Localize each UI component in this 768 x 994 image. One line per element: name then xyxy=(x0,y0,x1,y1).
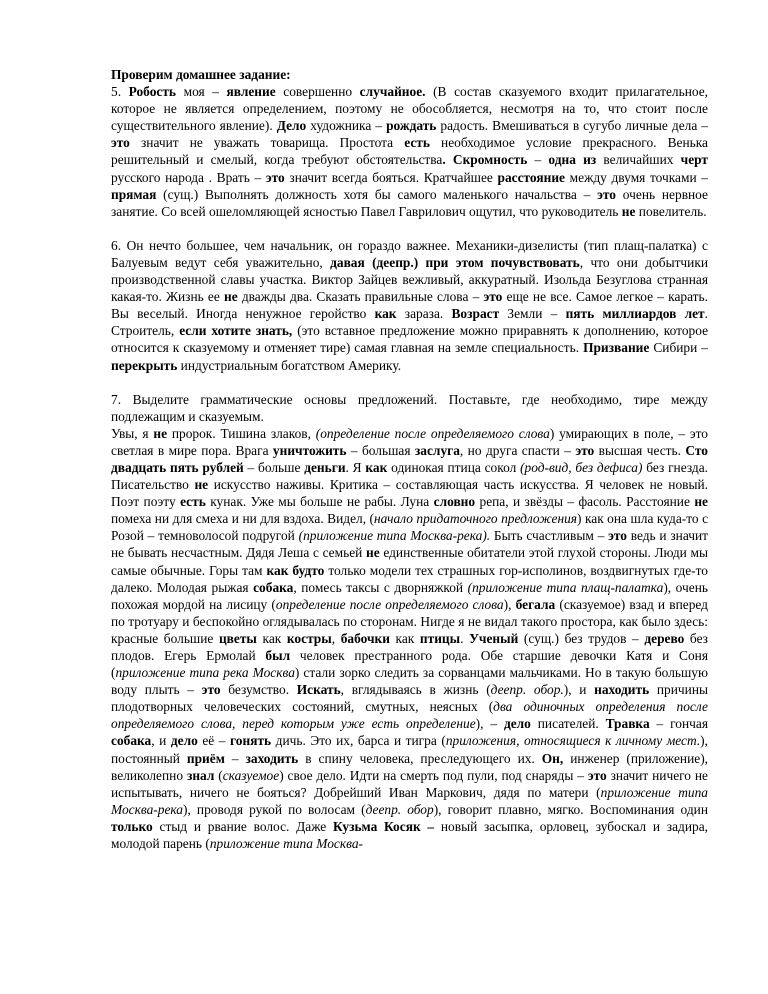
text-run: совершенно xyxy=(275,84,360,100)
emphasized-term: собака xyxy=(111,733,152,749)
emphasized-term: одна из xyxy=(548,152,597,168)
emphasized-term: Ученый xyxy=(469,630,519,646)
emphasized-term: Травка xyxy=(605,716,650,732)
text-run: радость. Вмешиваться в сугубо личные дела – xyxy=(436,118,708,134)
emphasized-term: был xyxy=(265,648,291,663)
emphasized-term: как xyxy=(374,306,397,322)
text-run: ), xyxy=(503,596,516,612)
text-run: писателей. xyxy=(530,716,606,732)
emphasized-term: это xyxy=(608,528,627,544)
text-run: значит не уважать товарища. Простота xyxy=(129,135,405,151)
grammar-note: начало придаточного предложения xyxy=(374,511,578,527)
text-run: зараза. xyxy=(396,306,452,322)
text-run: Увы, я xyxy=(111,425,154,441)
text-run: (сказуемое) взад и вперед по тротуару и беспокойно оглядывалась по сторонам. Нигде я не видал такого простора, как было здесь: красные большие xyxy=(111,596,708,646)
text-run: инженер (приложение), великолепно xyxy=(111,750,708,783)
emphasized-term: это xyxy=(201,682,221,698)
emphasized-term: это xyxy=(597,186,617,202)
emphasized-term: перекрыть xyxy=(111,357,178,373)
text-run: (это вставное предложение можно приравнять к дополнению, которое относится к сказуемому и отменяет тире) самая главная на земле специальность. xyxy=(111,323,709,356)
emphasized-term: Дело xyxy=(276,118,307,134)
emphasized-term: Возраст xyxy=(451,306,500,322)
emphasized-term: если хотите знать, xyxy=(179,323,293,339)
emphasized-term: как xyxy=(365,459,388,475)
emphasized-term: птицы xyxy=(419,630,461,646)
text-run: ), – xyxy=(475,716,504,732)
emphasized-term: Кузьма Косяк – xyxy=(333,818,435,834)
text-run: дважды два. Сказать правильные слова – xyxy=(237,289,484,305)
text-run: , вглядываясь в жизнь ( xyxy=(340,682,491,698)
paragraph-5 xyxy=(111,83,708,220)
emphasized-term: прямая xyxy=(111,186,157,202)
text-run: , помесь таксы с дворняжкой xyxy=(293,579,468,595)
text-run: 6. Он нечто большее, чем начальник, он гораздо важнее. Механики-дизелисты (тип плащ-палатка) с Балуевым ведут себя уважительно, xyxy=(111,237,708,270)
emphasized-term: явление xyxy=(226,84,276,100)
grammar-note: определение после определяемого слова xyxy=(275,596,504,612)
emphasized-term: находить xyxy=(594,682,650,698)
emphasized-term: есть xyxy=(180,494,206,510)
text-run: ведь и значит не бывать несчастным. Дядя Леша с семьей xyxy=(111,528,708,561)
text-run: человек престранного рода. Обе старшие девочки Катя и Соня ( xyxy=(111,648,709,681)
text-run: – xyxy=(527,152,549,168)
text-run: кунак. Уже мы больше не рабы. Луна xyxy=(205,494,434,510)
text-run: только модели тех страшных гор-исполинов, воздвигнутых где-то далеко. Молодая рыжая xyxy=(111,562,708,595)
text-run: еще не все. Самое легкое – карать. Вы веселый. Иногда ненужное геройство xyxy=(111,289,708,322)
text-run: – большая xyxy=(346,442,415,458)
grammar-note: приложение типа Москва-река xyxy=(111,784,709,817)
emphasized-term: не xyxy=(621,203,636,219)
emphasized-term: приём xyxy=(186,750,225,766)
emphasized-term: заходить xyxy=(245,750,299,766)
text-run: высшая честь. xyxy=(594,442,686,458)
emphasized-term: не xyxy=(223,289,238,305)
text-run: её – xyxy=(197,733,231,749)
emphasized-term: Он, xyxy=(541,750,564,766)
text-run: причины плодотворных человеческих состояний, смутных, неясных ( xyxy=(111,682,708,715)
emphasized-term: не xyxy=(153,425,168,441)
text-run: русского народа . Врать – xyxy=(111,169,266,185)
text-run: ), и xyxy=(563,682,595,698)
emphasized-term: только xyxy=(111,818,153,834)
paragraph-7-task xyxy=(111,391,708,425)
emphasized-term: Сто двадцать пять рублей xyxy=(111,442,708,475)
paragraph-gap xyxy=(111,374,708,391)
text-run: Земли – xyxy=(499,306,566,322)
text-run: значит ничего не испытывать, ничего не бояться? Добрейший Иван Маркович, дядя по матери ( xyxy=(111,767,709,800)
text-run: помеха ни для смеха и ни для вздоха. Видел, ( xyxy=(111,511,374,527)
emphasized-term: есть xyxy=(404,135,430,151)
grammar-note: сказуемое xyxy=(222,767,280,783)
emphasized-term: пять миллиардов лет xyxy=(565,306,705,322)
emphasized-term: . Скромность xyxy=(442,152,528,168)
text-run: – xyxy=(224,750,246,766)
text-run: (В состав сказуемого входит прилагательное, которое не является определением, поэтому не обособляется, несмотря на то, что стоит после существительного явление). xyxy=(111,84,709,134)
text-run: как xyxy=(256,630,287,646)
text-run: ) как она шла куда-то с Розой – темноволосой подругой xyxy=(111,511,709,544)
emphasized-term: костры xyxy=(286,630,332,646)
text-run: репа, и звёзды – фасоль. Расстояние xyxy=(475,494,695,510)
text-run: ), постоянный xyxy=(111,733,708,766)
emphasized-term: не xyxy=(194,477,209,493)
text-run: повелитель. xyxy=(635,203,707,219)
text-run: пророк. Тишина злаков, xyxy=(167,425,316,441)
text-run: художника – xyxy=(306,118,387,134)
grammar-note: (приложение типа плащ-палатка xyxy=(467,579,664,595)
text-run: значит всегда бояться. Кратчайшее xyxy=(284,169,498,185)
emphasized-term: заслуга xyxy=(414,442,460,458)
grammar-note: приложение типа Москва- xyxy=(209,836,363,852)
text-run: ), очень похожая мордой на лисицу ( xyxy=(111,579,708,612)
emphasized-term: это xyxy=(483,289,503,305)
grammar-note: приложения, относящиеся к личному мест. xyxy=(445,733,701,749)
grammar-note: (род-вид, без дефиса) xyxy=(520,459,643,475)
grammar-note: деепр. обор xyxy=(365,801,434,817)
emphasized-term: как будто xyxy=(266,562,325,578)
text-run: ), проводя рукой по волосам ( xyxy=(183,801,366,817)
paragraph-gap xyxy=(111,220,708,237)
text-run: стыд и рвание волос. Даже xyxy=(152,818,333,834)
text-run: Сибири – xyxy=(649,340,708,356)
emphasized-term: дело xyxy=(170,733,198,749)
text-run: 7. Выделите грамматические основы предложений. Поставьте, где необходимо, тире между подлежащим и сказуемым. xyxy=(111,391,708,424)
text-run: ) умирающих в поле, – это светлая в мире пора. Врага xyxy=(111,425,708,458)
emphasized-term: не xyxy=(694,494,708,510)
paragraph-7-exercise xyxy=(111,425,708,852)
text-run: моя – xyxy=(176,84,227,100)
emphasized-term: Искать xyxy=(296,682,341,698)
text-run: 5. xyxy=(111,84,129,100)
emphasized-term: дерево xyxy=(644,630,685,646)
emphasized-term: словно xyxy=(433,494,476,510)
grammar-note: два одиночных определения после определяемого слова, перед которым уже есть определение xyxy=(111,699,708,732)
text-run: . xyxy=(460,630,470,646)
text-run: (сущ.) Выполнять должность хотя бы самого маленького начальства – xyxy=(156,186,598,202)
text-run: между двумя точками – xyxy=(565,169,708,185)
emphasized-term: случайное. xyxy=(359,84,426,100)
text-run: искусство наживы. Критика – составляющая часть искусства. Я человек не новый. Поэт поэту xyxy=(111,477,708,510)
text-run: одинокая птица сокол xyxy=(387,459,521,475)
emphasized-term: расстояние xyxy=(497,169,565,185)
emphasized-term: это xyxy=(111,135,130,151)
text-run: без плодов. Егерь Ермолай xyxy=(111,630,708,663)
emphasized-term: это xyxy=(265,169,285,185)
text-run: , и xyxy=(151,733,171,749)
emphasized-term: цветы xyxy=(218,630,257,646)
paragraph-6 xyxy=(111,237,708,374)
emphasized-term: бегала xyxy=(515,596,556,612)
text-run: ) свое дело. Идти на смерть под пули, под снаряды – xyxy=(279,767,588,783)
text-run: единственные обитатели этой глухой стороны. Люди мы самые обычные. Горы там xyxy=(111,545,708,578)
text-run: – гончая xyxy=(649,716,708,732)
emphasized-term: рождать xyxy=(386,118,437,134)
text-run: без гнезда. Писательство xyxy=(111,459,708,493)
emphasized-term: уничтожить xyxy=(272,442,347,458)
text-run: как xyxy=(389,630,420,646)
text-run: очень нервное занятие. Со всей ошеломляющей ясностью Павел Гаврилович ощутил, что руководитель xyxy=(111,186,708,219)
emphasized-term: черт xyxy=(680,152,708,168)
text-run: , но друга спасти – xyxy=(459,442,576,458)
text-run: величайших xyxy=(596,152,681,168)
text-run: индустриальным богатством Америку. xyxy=(177,357,402,373)
text-run: безумство. xyxy=(220,682,297,698)
text-run: Быть счастливым – xyxy=(490,528,609,544)
emphasized-term: дело xyxy=(503,716,531,732)
text-run: новый засыпка, орловец, зубоскал и задира, молодой парень ( xyxy=(111,818,708,852)
emphasized-term: деньги xyxy=(304,459,346,475)
text-run: (сущ.) без трудов – xyxy=(518,630,645,646)
grammar-note: деепр. обор. xyxy=(490,682,564,698)
text-run: необходимое условие прекрасного. Венька решительный и смелый, когда требуют обстоятельства xyxy=(111,135,708,168)
emphasized-term: собака xyxy=(253,579,294,595)
emphasized-term: знал xyxy=(186,767,215,783)
text-run: дичь. Это их, барса и тигра ( xyxy=(271,733,446,749)
text-run: в спину человека, преследующего их. xyxy=(298,750,542,766)
emphasized-term: это xyxy=(587,767,607,783)
homework-heading: Проверим домашнее задание: xyxy=(111,67,291,82)
text-run: ( xyxy=(214,767,223,783)
grammar-note: (приложение типа Москва-река). xyxy=(298,528,491,544)
text-run: – больше xyxy=(243,459,305,475)
emphasized-term: гонять xyxy=(230,733,272,749)
emphasized-term: не xyxy=(365,545,380,561)
emphasized-term: Робость xyxy=(128,84,176,100)
text-run: . Строитель, xyxy=(111,306,708,339)
grammar-note: приложение типа река Москва xyxy=(115,665,295,681)
text-run: . Я xyxy=(345,459,366,475)
emphasized-term: бабочки xyxy=(340,630,390,646)
text-run: , что они добытчики производственной славы участка. Виктор Зайцев вежливый, аккуратный. Изольда Безуглова странная какая-то. Жизнь ее xyxy=(111,254,708,305)
text-run: ) стали зорко следить за сорванцами мальчиками. Но в такую большую воду плыть – xyxy=(111,665,708,698)
grammar-note: (определение после определяемого слова xyxy=(315,425,550,441)
emphasized-term: это xyxy=(575,442,595,458)
text-run: , xyxy=(331,630,341,646)
emphasized-term: давая (деепр.) при этом почувствовать xyxy=(330,254,580,270)
emphasized-term: Призвание xyxy=(583,340,650,356)
text-run: ), говорит плавно, мягко. Воспоминания один xyxy=(433,801,708,817)
